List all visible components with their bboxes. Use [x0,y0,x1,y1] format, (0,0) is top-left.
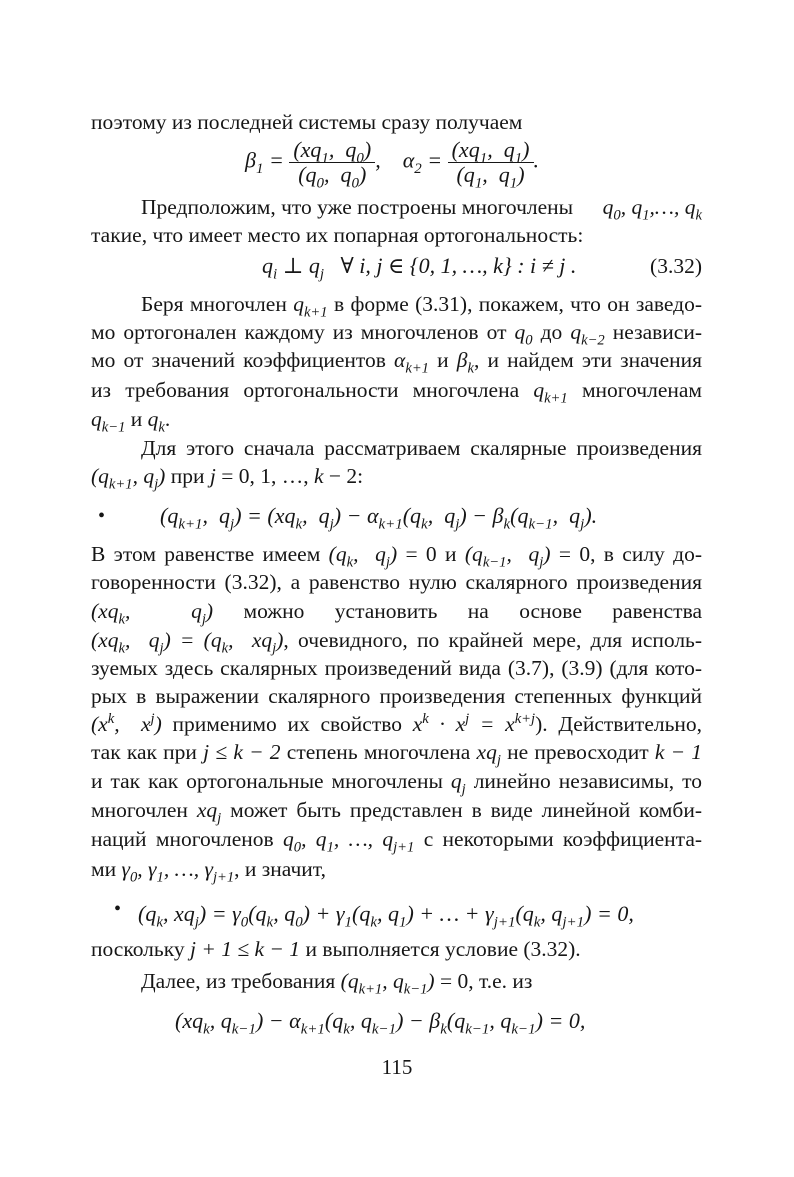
equation-number: (3.32) [650,254,702,278]
bullet-mark: • [114,898,122,920]
text-line: Предположим, что уже построены многочлены $q_0$, $q_1,\dots$, $q_k$ [141,195,702,224]
bullet-mark: • [98,505,106,527]
text-line: такие, что имеет место их попарная ортогональность: [91,223,584,247]
text-line: В этом равенстве имеем ($q_k$, $q_j) = 0$ и ($q_{k-1}$, $q_j) = 0$, в силу до- [91,542,703,571]
text-line: наций многочленов $q_0$, $q_1$, …, $q_{j+1}$ с некоторыми коэффициента- [91,827,703,856]
text-line: многочлен $xq_j$ может быть представлен в виде линейной комби- [91,798,703,827]
text-line: мо от значений коэффициентов $\alpha_{k+1}$ и $\beta_k$, и найдем эти значения [91,348,703,377]
text-line: из требования ортогональности многочлена $q_{k+1}$ многочленам [91,378,703,407]
text-line: говоренности (3.32), а равенство нулю скалярного произведения [91,570,702,594]
formula-beta1-alpha2: $\beta_1$ = $\frac{(xq_1, q_0)}{(q_0, q_0)}$ , $\alpha_2$ = $\frac{(xq_1, q_1)}{(q_1, q_1)}$ . [245,137,539,192]
text-line: ($xq_k$, $q_j) = (q_k$, $xq_j$), очевидного, по крайней мере, для исполь- [91,628,703,657]
formula-final: ($xq_k$, $q_{k-1}) - \alpha_{k+1}(q_k$, $q_{k-1}) - \beta_k(q_{k-1}$, $q_{k-1}) = 0$, [175,1008,586,1038]
formula-scalar-product: ($q_{k+1}$, $q_j) = (xq_k$, $q_j) - \alpha_{k+1}(q_k$, $q_j) - \beta_k(q_{k-1}$, $q_j$). [160,503,598,533]
text-line: ми $\gamma_0$, $\gamma_1$, …, $\gamma_{j+1}$, и значит, [91,857,326,886]
formula-gamma-expansion: ($q_k$, $xq_j) = \gamma_0(q_k$, $q_0) + \gamma_1(q_k$, $q_1$) + … + $\gamma_{j+1}(q_k$, $q_{j+1}) = 0$, [138,901,634,931]
text-line: ($xq_k$, $q_j$) можно установить на основе равенства [91,599,702,628]
text-line: ($q_{k+1}$, $q_j$) при j = 0, 1, …, k − 2: [91,464,364,493]
text-line: Беря многочлен $q_{k+1}$ в форме (3.31), покажем, что он заведо- [141,292,703,321]
text-line: поскольку j + 1 ≤ k − 1 и выполняется условие (3.32). [91,937,581,961]
text-line: Для этого сначала рассматриваем скалярные произведения [141,436,702,460]
text-line: мо ортогонален каждому из многочленов от $q_0$ до $q_{k-2}$ независи- [91,320,702,349]
formula-3-32: $q_i$ ⊥ $q_j$ ∀ i, j ∈ {0, 1, …, k} : i ≠ j . [262,253,577,283]
text-line: поэтому из последней системы сразу получаем [91,110,523,134]
text-line: рых в выражении скалярного произведения степенных функций [91,684,702,708]
text-line: и так как ортогональные многочлены $q_j$ линейно независимы, то [91,769,703,798]
text-line: зуемых здесь скалярных произведений вида (3.7), (3.9) (для кото- [91,656,702,680]
page-number: 115 [381,1055,413,1079]
text-line: $q_{k-1}$ и $q_k$. [91,407,171,436]
text-line: так как при j ≤ k − 2 степень многочлена $xq_j$ не превосходит k − 1 [91,740,703,769]
text-line: ($x^k$, $x^j$) применимо их свойство $x^k \cdot x^j = x^{k+j}$). Действительно, [91,710,703,736]
text-line: Далее, из требования ($q_{k+1}$, $q_{k-1}) = 0$, т.е. из [141,969,533,998]
